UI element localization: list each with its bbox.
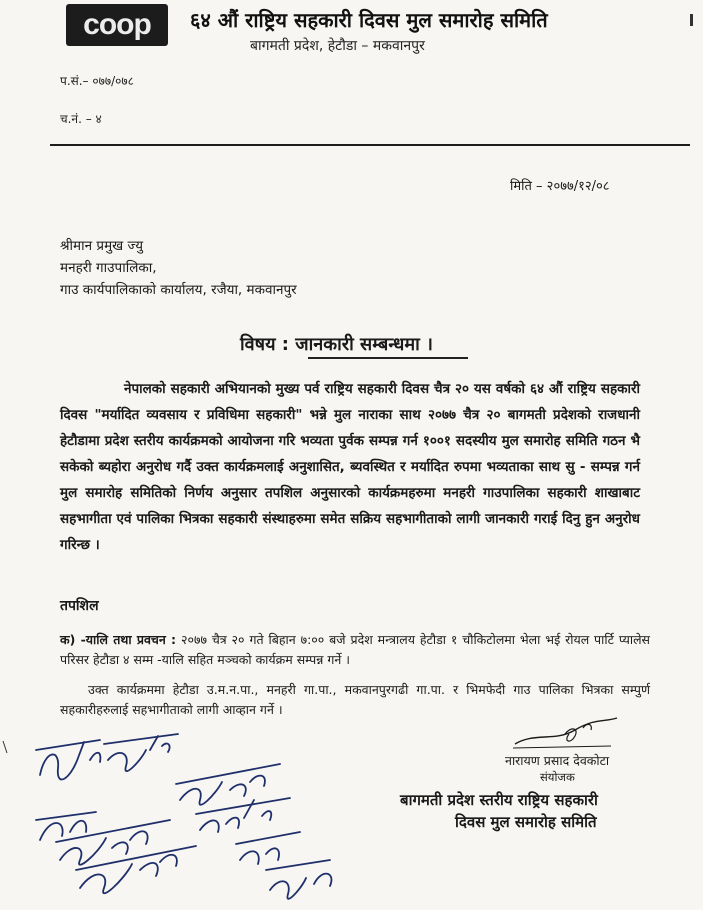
handwritten-annotation [0,720,400,910]
margin-mark [2,740,8,754]
recipient-line-3: गाउ कार्यपालिकाको कार्यालय, रजैया, मकवानपुर [60,282,297,298]
signature-scribble [505,712,625,752]
letter-subject: विषय : जानकारी सम्बन्धमा । [240,334,433,355]
subject-underline [308,357,468,359]
signer-name: नारायण प्रसाद देवकोटा [505,753,610,768]
reference-number: प.सं.– ०७७/०७८ [60,74,134,88]
details-item [60,630,650,670]
details-heading: तपशिल [60,598,99,614]
recipient-line-1: श्रीमान प्रमुख ज्यु [60,238,144,254]
coop-logo [66,4,168,46]
committee-name-line-1: बागमती प्रदेश स्तरीय राष्ट्रिय सहकारी [400,791,598,809]
header-divider [50,144,690,146]
committee-name-line-2: दिवस मुल समारोह समिति [455,813,597,831]
details-item-text: २०७७ चैत्र २० गते बिहान ७:०० बजे प्रदेश मन्त्रालय हेटौडा १ चौकिटोलमा भेला भई रोयल पार्टि प्यालेस परिसर हेटौडा ४ सम्म -यालि सहित मञ्चको कार्यक्रम सम्पन्न गर्ने । [60,632,650,667]
page-edge-mark [690,14,693,26]
details-item-lead: क) -यालि तथा प्रवचन : [60,632,177,647]
details-note: उक्त कार्यक्रममा हेटौडा उ.म.न.पा., मनहरी गा.पा., मकवानपुरगढी गा.पा. र भिमफेदी गाउ पालिका भित्रका सम्पुर्ण सहकारीहरुलाई सहभागीताको लागी आव्हान गर्ने । [60,682,650,717]
letter-body: नेपालको सहकारी अभियानको मुख्य पर्व राष्ट्रिय सहकारी दिवस चैत्र २० यस वर्षको ६४ औं राष्ट्रिय सहकारी दिवस "मर्यादित व्यवसाय र प्रविधिमा सहकारी" भन्ने मुल नाराका साथ २०७७ चैत्र २० बागमती प्रदेशको राजधानी हेटौडामा प्रदेश स्तरीय कार्यक्रमको आयोजना गरि भव्यता पुर्वक सम्पन्न गर्न १००१ सदस्यीय मुल समारोह समिति गठन भै सकेको ब्यहोरा अनुरोध गर्दै उक्त कार्यक्रमलाई अनुशासित, ब्यवस्थित र मर्यादित रुपमा भव्यताका साथ सु - सम्पन्न गर्न मुल समारोह समितिको निर्णय अनुसार तपशिल अनुसारको कार्यक्रमहरुमा मनहरी गाउपालिका सहकारी शाखाबाट सहभागीता एवं पालिका भित्रका सहकारी संस्थाहरुमा समेत सक्रिय सहभागीताको लागी जानकारी गराई दिनु हुन अनुरोध गरिन्छ । [60,381,640,553]
organization-name: ६४ औं राष्ट्रिय सहकारी दिवस मुल समारोह समिति [190,8,548,32]
organization-address: बागमती प्रदेश, हेटौडा – मकवानपुर [250,38,425,54]
recipient-line-2: मनहरी गाउपालिका, [60,260,157,276]
coop-logo-text: coop [83,8,151,41]
dispatch-number: च.नं. – ४ [60,112,102,126]
signer-role: संयोजक [540,770,575,784]
letter-date: मिति – २०७७/१२/०८ [510,179,610,194]
